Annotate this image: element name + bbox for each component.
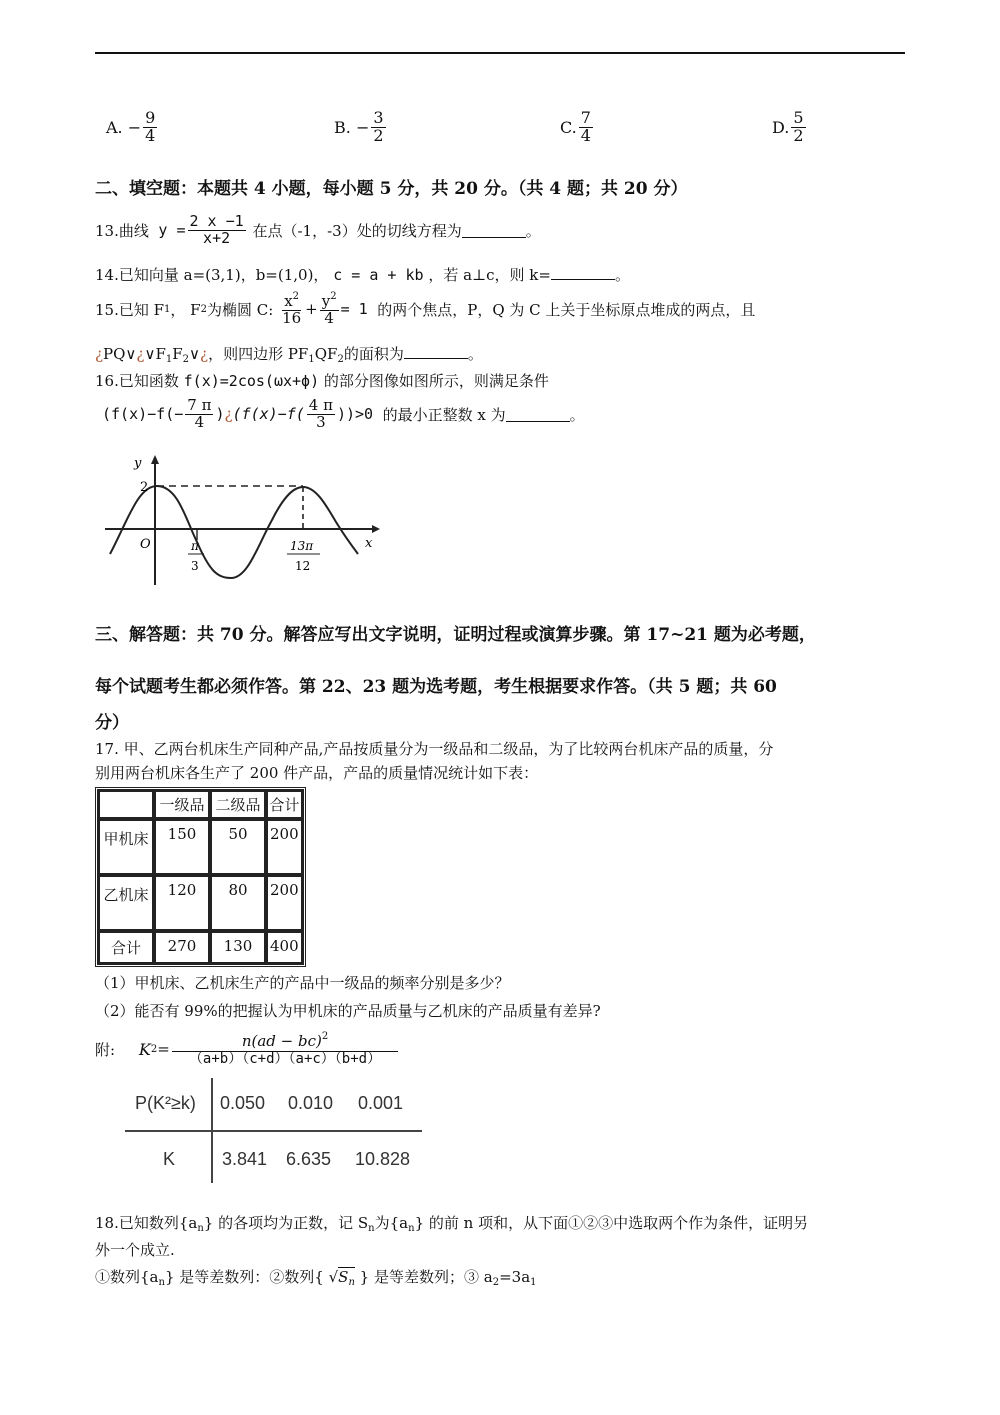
- table-row: [98, 875, 303, 931]
- p-value: 0.001: [358, 1093, 404, 1113]
- question-18-line-2: 外一个成立.: [95, 1241, 175, 1259]
- row-label: 合计: [98, 931, 154, 964]
- question-17-line-1: 17. 甲、乙两台机床生产同种产品,产品按质量分为一级品和二级品，为了比较两台机床产品的质量，分: [95, 740, 774, 758]
- critical-values-table: [125, 1078, 425, 1183]
- option-b: B. − $\frac{3}{2}$: [334, 108, 384, 145]
- section-3-heading-line-3: 分）: [95, 713, 129, 733]
- question-18-line-3: ①数列$\{a_n\}$ 是等差数列：②数列{ $√S_n$ } 是等差数列；③ $a_2=3a_1$: [95, 1268, 537, 1288]
- table-header-cell: [98, 790, 154, 819]
- question-13: 13.曲线 y = $\frac{2 x -1}{x+2}$ 在点（-1，-3）处的切线方程为 。: [95, 212, 541, 247]
- section-3-heading-line-1: 三、解答题：共 70 分。解答应写出文字说明，证明过程或演算步骤。第 17~21 题为必考题，: [95, 625, 816, 645]
- k-value: 6.635: [286, 1149, 332, 1169]
- question-15: 15.已知 F 1 ， F 2 为椭圆 C: $\frac{x^2}{16}$ + $\frac{y^2}{4}$ = 1 的两个焦点，P，Q 为 C 上关于坐标原点堆成的两点，且: [95, 291, 756, 327]
- p-value: 0.010: [288, 1093, 334, 1113]
- table-cell: 200: [266, 819, 303, 875]
- answer-blank: [506, 407, 570, 422]
- question-15-line-2: ¿$PQ\vee¿\vee F_1F_2\vee¿$，则四边形 $PF_1QF_2$的面积为 。: [95, 345, 483, 365]
- question-16-condition: (f(x)−f(− $\frac{7 \pi}{4}$ ) ¿ (f(x)−f( $\frac{4 \pi}{3}$ ))>0 的最小正整数 x 为 。: [102, 396, 585, 431]
- answer-blank: [404, 344, 468, 359]
- table-cell: 120: [154, 875, 210, 931]
- x-axis-arrow-icon: [372, 525, 380, 533]
- table-header-cell: 一级品: [154, 790, 210, 819]
- question-17-line-2: 别用两台机床各生产了 200 件产品，产品的质量情况统计如下表：: [95, 764, 539, 782]
- table-row: [98, 819, 303, 875]
- k-value: 10.828: [355, 1149, 411, 1169]
- k-squared-formula: 附: K 2 = $\frac{n(ad - bc)^2}{(a+b)(c+d)(a+c)(b+d)}$: [95, 1032, 400, 1066]
- question-14: 14.已知向量 a=(3,1)，b=(1,0)， c = a + kb ，若 a⊥c，则 k= 。: [95, 266, 630, 284]
- table-cell: 200: [266, 875, 303, 931]
- table-cell: 50: [210, 819, 266, 875]
- row-label: 乙机床: [98, 875, 154, 931]
- section-2-heading: 二、填空题：本题共 4 小题，每小题 5 分，共 20 分。（共 4 题；共 20 分）: [95, 179, 688, 199]
- tick-label-13pi-num: 13π: [290, 539, 314, 553]
- table-header-row: [98, 790, 303, 819]
- table-header-cell: 合计: [266, 790, 303, 819]
- row-label: 甲机床: [98, 819, 154, 875]
- y-axis-label: y: [134, 456, 142, 471]
- question-17-part-1: （1）甲机床、乙机床生产的产品中一级品的频率分别是多少？: [95, 974, 510, 992]
- origin-label: O: [140, 537, 151, 552]
- tick-label-13pi-den: 12: [295, 559, 311, 573]
- table-cell: 270: [154, 931, 210, 964]
- answer-blank: [462, 223, 526, 238]
- p-value: 0.050: [220, 1093, 266, 1113]
- tick-label-pi-den: 3: [191, 559, 199, 573]
- table-row: [98, 931, 303, 964]
- table-divider: [211, 1078, 213, 1183]
- section-3-heading-line-2: 每个试题考生都必须作答。第 22、23 题为选考题，考生根据要求作答。（共 5 题；共 60: [95, 677, 777, 697]
- answer-blank: [551, 265, 615, 280]
- option-a: A. − $\frac{9}{4}$: [106, 108, 156, 145]
- k-label: K: [163, 1149, 176, 1169]
- table-cell: 150: [154, 819, 210, 875]
- table-header-cell: 二级品: [210, 790, 266, 819]
- table-divider: [125, 1130, 422, 1132]
- p-label: P(K²≥k): [135, 1093, 196, 1113]
- table-cell: 80: [210, 875, 266, 931]
- machine-quality-table: [95, 787, 306, 967]
- y-axis-arrow-icon: [151, 455, 159, 464]
- header-rule: [95, 52, 905, 54]
- x-axis-label: x: [365, 536, 373, 551]
- question-18-line-1: 18.已知数列$\{a_n\}$ 的各项均为正数，记 $S_n$为$\{a_n\}$ 的前 n 项和，从下面①②③中选取两个作为条件，证明另: [95, 1214, 809, 1234]
- table-cell: 400: [266, 931, 303, 964]
- question-16: 16.已知函数 f(x)=2cos(ωx+ϕ) 的部分图像如图所示，则满足条件: [95, 372, 549, 390]
- table-cell: 130: [210, 931, 266, 964]
- k-value: 3.841: [222, 1149, 268, 1169]
- option-c: C. $\frac{7}{4}$: [560, 108, 591, 145]
- cosine-graph: [100, 450, 380, 590]
- question-17-part-2: （2）能否有 99%的把握认为甲机床的产品质量与乙机床的产品质量有差异?: [95, 1002, 601, 1020]
- option-d: D. $\frac{5}{2}$: [772, 108, 804, 145]
- cosine-curve: [110, 486, 358, 578]
- tick-label-pi-num: π: [191, 539, 199, 553]
- y-max-label: 2: [140, 480, 149, 495]
